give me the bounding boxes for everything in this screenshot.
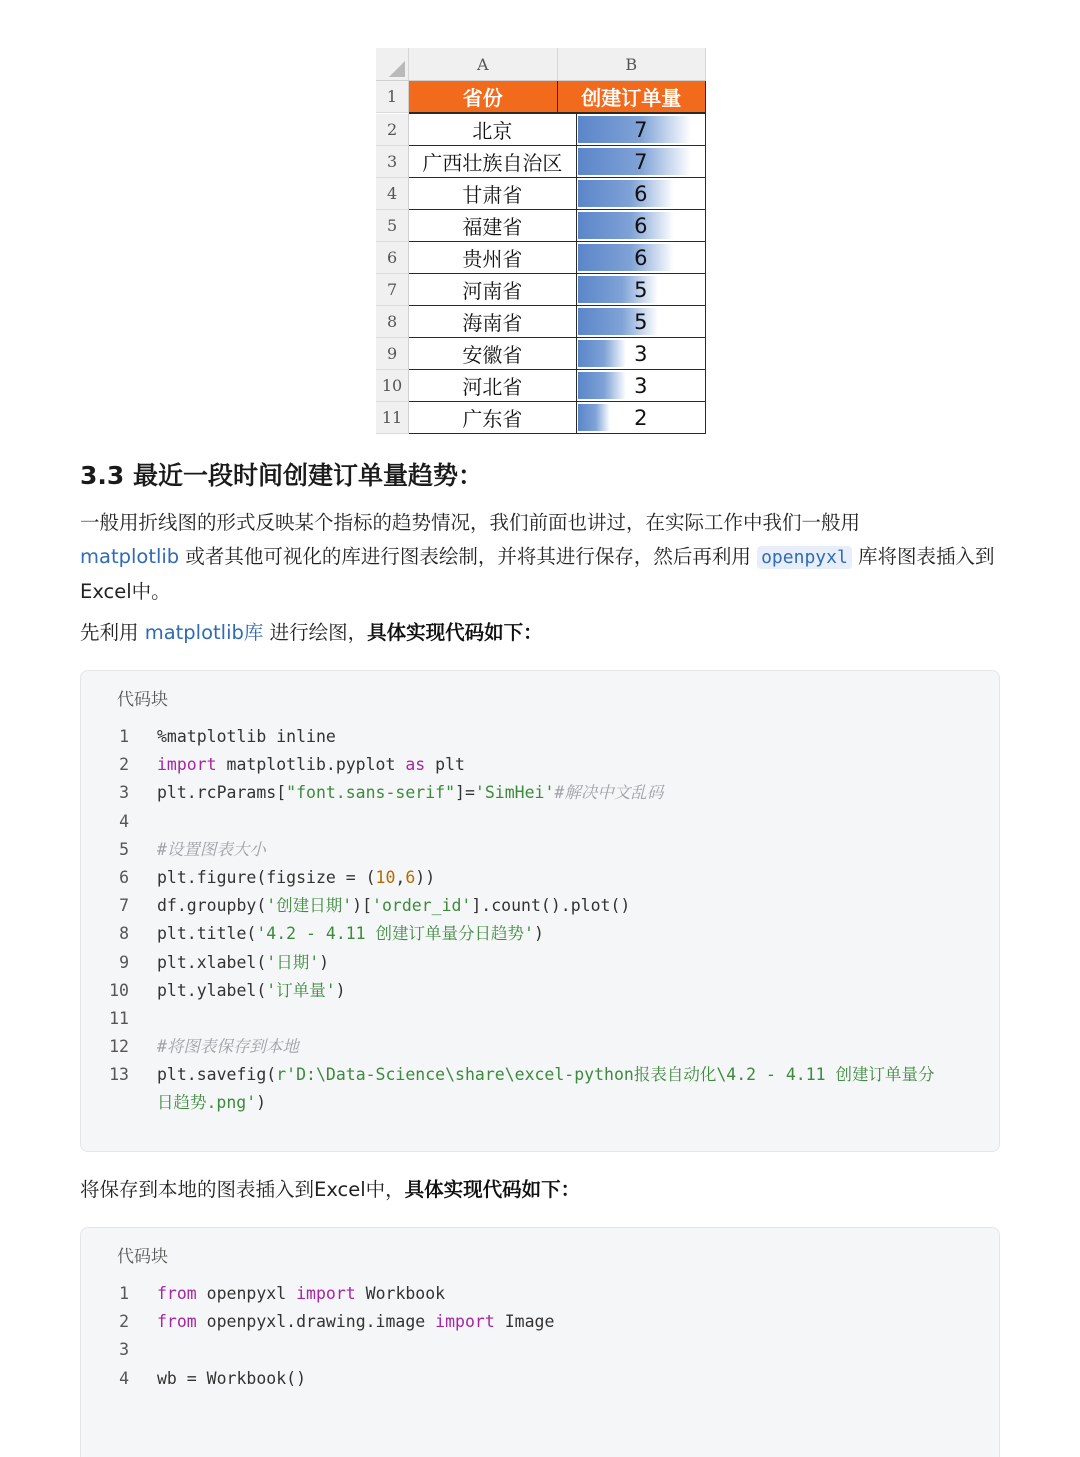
code-token: 10 bbox=[375, 867, 396, 887]
code-block-label: 代码块 bbox=[117, 1247, 168, 1267]
code-token: ) bbox=[256, 1093, 267, 1113]
table-row bbox=[376, 210, 706, 242]
orders-value: 2 bbox=[634, 405, 648, 430]
line-number: 12 bbox=[109, 1037, 129, 1057]
orders-cell bbox=[576, 178, 705, 210]
line-number: 1 bbox=[119, 727, 129, 746]
code-token: '订单量' bbox=[266, 980, 336, 1000]
row-number: 10 bbox=[376, 370, 409, 402]
code-line bbox=[81, 949, 979, 977]
intro-text-3: 库将图表插入到Excel中。 bbox=[80, 545, 995, 603]
orders-value: 5 bbox=[634, 309, 648, 334]
code-token: 'order_id' bbox=[372, 896, 472, 916]
code-token: 6 bbox=[405, 867, 416, 887]
code-text bbox=[157, 1365, 306, 1393]
code-text bbox=[157, 892, 630, 920]
code-token: '创建日期' bbox=[266, 896, 353, 916]
table-row bbox=[376, 274, 706, 306]
table-row bbox=[376, 338, 706, 370]
orders-value: 6 bbox=[634, 245, 648, 270]
code-line bbox=[81, 1061, 979, 1089]
code-block-1[interactable] bbox=[80, 670, 1000, 1152]
code-token: as bbox=[405, 755, 426, 775]
row-number: 11 bbox=[376, 402, 409, 434]
data-bar bbox=[578, 212, 675, 239]
code-token: ]= bbox=[455, 783, 475, 803]
code-token: , bbox=[395, 867, 406, 887]
line-number: 3 bbox=[119, 1340, 129, 1360]
code-text bbox=[157, 723, 336, 751]
line-number: 10 bbox=[109, 980, 129, 1000]
code-line bbox=[81, 1005, 979, 1033]
code-token: plt.xlabel( bbox=[157, 952, 267, 972]
code-text bbox=[157, 751, 465, 779]
code-text bbox=[157, 1033, 299, 1061]
header-province: 省份 bbox=[409, 81, 558, 113]
code-token: import bbox=[296, 1284, 356, 1303]
code-text bbox=[157, 1308, 554, 1336]
code-token: "font.sans-serif" bbox=[286, 783, 456, 803]
orders-cell bbox=[576, 402, 705, 434]
orders-value: 5 bbox=[634, 277, 648, 302]
code-token: ].count().plot() bbox=[471, 896, 631, 916]
code-token: from bbox=[157, 1284, 197, 1303]
section-title: 3.3 最近一段时间创建订单量趋势： bbox=[80, 461, 483, 490]
code-text bbox=[157, 864, 435, 892]
code-token: ) bbox=[335, 980, 346, 1000]
code-line bbox=[81, 920, 979, 948]
table-row bbox=[376, 370, 706, 402]
code-line bbox=[81, 723, 979, 751]
code-token: #将图表保存到本地 bbox=[157, 1037, 299, 1057]
code-line bbox=[81, 1089, 979, 1117]
column-header-row bbox=[376, 48, 706, 81]
line-number: 11 bbox=[109, 1008, 129, 1028]
insert-text: 将保存到本地的图表插入到Excel中， bbox=[80, 1178, 405, 1201]
line-number: 5 bbox=[119, 839, 129, 859]
code-token: openpyxl bbox=[196, 1284, 297, 1303]
code-token: 'SimHei' bbox=[474, 783, 555, 803]
code-token: import bbox=[157, 755, 217, 775]
header-orders: 创建订单量 bbox=[557, 81, 706, 113]
code-token: ) bbox=[319, 952, 330, 972]
line-number: 3 bbox=[119, 783, 129, 803]
data-bar bbox=[578, 340, 626, 367]
code-token: #解决中文乱码 bbox=[554, 783, 664, 803]
column-letter-b: B bbox=[557, 48, 706, 81]
code-token: df.groupby( bbox=[157, 896, 267, 916]
code-token: plt.rcParams[ bbox=[157, 783, 287, 803]
plot-paragraph bbox=[80, 616, 1000, 650]
province-cell: 海南省 bbox=[409, 306, 577, 338]
row-number: 1 bbox=[376, 81, 409, 113]
province-cell: 河南省 bbox=[409, 274, 577, 306]
orders-cell bbox=[576, 114, 705, 146]
code-line bbox=[81, 779, 979, 807]
code-token: plt.savefig( bbox=[157, 1065, 277, 1085]
intro-text-2: 或者其他可视化的库进行图表绘制，并将其进行保存，然后再利用 bbox=[179, 545, 758, 568]
province-cell: 甘肃省 bbox=[409, 178, 577, 210]
line-number: 1 bbox=[119, 1284, 129, 1303]
data-bar bbox=[578, 372, 626, 399]
intro-text-1: 一般用折线图的形式反映某个指标的趋势情况，我们前面也讲过，在实际工作中我们一般用 bbox=[80, 511, 861, 534]
insert-paragraph bbox=[80, 1173, 1000, 1207]
row-number: 7 bbox=[376, 274, 409, 306]
line-number: 6 bbox=[119, 867, 129, 887]
openpyxl-inline-code: openpyxl bbox=[757, 546, 852, 569]
orders-value: 3 bbox=[634, 373, 648, 398]
code-text bbox=[157, 836, 266, 864]
orders-value: 6 bbox=[634, 213, 648, 238]
province-cell: 安徽省 bbox=[409, 338, 577, 370]
code-line bbox=[81, 892, 979, 920]
code-text bbox=[157, 949, 329, 977]
orders-cell bbox=[576, 210, 705, 242]
table-row bbox=[376, 306, 706, 338]
province-cell: 广东省 bbox=[409, 402, 577, 434]
line-number: 4 bbox=[119, 811, 129, 831]
orders-value: 7 bbox=[634, 149, 648, 174]
row-number: 2 bbox=[376, 114, 409, 146]
code-block-label: 代码块 bbox=[117, 690, 168, 710]
data-bar bbox=[578, 404, 610, 431]
spreadsheet-image bbox=[376, 48, 706, 434]
matplotlib-lib-link[interactable]: matplotlib库 bbox=[144, 621, 264, 644]
orders-cell bbox=[576, 338, 705, 370]
code-line bbox=[81, 836, 979, 864]
province-cell: 北京 bbox=[409, 114, 577, 146]
matplotlib-link[interactable]: matplotlib bbox=[80, 545, 180, 568]
insert-text-bold: 具体实现代码如下： bbox=[404, 1178, 581, 1201]
line-number: 8 bbox=[119, 924, 129, 944]
code-text bbox=[157, 779, 663, 807]
orders-value: 6 bbox=[634, 181, 648, 206]
table-row bbox=[376, 146, 706, 178]
province-cell: 福建省 bbox=[409, 210, 577, 242]
code-text bbox=[157, 1061, 935, 1089]
code-token: %matplotlib inline bbox=[157, 727, 336, 746]
code-token: r'D:\Data-Science\share\excel-python报表自动化\4.2 - 4.11 创建订单量分 bbox=[276, 1065, 935, 1085]
code-token: from bbox=[157, 1312, 197, 1332]
code-token: )[ bbox=[352, 896, 373, 916]
code-token: )) bbox=[415, 867, 436, 887]
row-number: 4 bbox=[376, 178, 409, 210]
code-token: plt.figure(figsize = ( bbox=[157, 867, 376, 887]
line-number: 7 bbox=[119, 896, 129, 916]
intro-paragraph bbox=[80, 506, 1000, 609]
orders-cell bbox=[576, 370, 705, 402]
orders-cell bbox=[576, 146, 705, 178]
column-letter-a: A bbox=[409, 48, 558, 81]
code-line bbox=[81, 751, 979, 779]
province-cell: 河北省 bbox=[409, 370, 577, 402]
code-token: '日期' bbox=[266, 952, 320, 972]
code-line bbox=[81, 1033, 979, 1061]
code-token: ) bbox=[533, 924, 544, 944]
orders-value: 3 bbox=[634, 341, 648, 366]
code-block-2[interactable] bbox=[80, 1227, 1000, 1457]
plot-text-1: 先利用 bbox=[80, 621, 145, 644]
code-token: plt.title( bbox=[157, 924, 257, 944]
orders-cell bbox=[576, 242, 705, 274]
orders-cell bbox=[576, 306, 705, 338]
code-line bbox=[81, 864, 979, 892]
code-token: wb = Workbook() bbox=[157, 1368, 307, 1388]
line-number: 13 bbox=[109, 1065, 129, 1085]
code-line bbox=[81, 977, 979, 1005]
table-row bbox=[376, 242, 706, 274]
spreadsheet-table bbox=[376, 48, 706, 113]
code-token: plt.ylabel( bbox=[157, 980, 267, 1000]
code-token: '4.2 - 4.11 创建订单量分日趋势' bbox=[256, 924, 534, 944]
code-token: openpyxl.drawing.image bbox=[196, 1312, 436, 1332]
plot-text-bold: 具体实现代码如下： bbox=[367, 621, 543, 644]
table-row bbox=[376, 178, 706, 210]
code-lines bbox=[81, 1280, 979, 1393]
code-token: #设置图表大小 bbox=[157, 839, 266, 859]
code-token: matplotlib.pyplot bbox=[216, 755, 406, 775]
spreadsheet-body bbox=[376, 113, 706, 434]
code-text bbox=[157, 977, 346, 1005]
code-token: import bbox=[435, 1312, 495, 1332]
code-token: Image bbox=[494, 1312, 555, 1332]
table-row bbox=[376, 402, 706, 434]
table-row bbox=[376, 114, 706, 146]
code-line bbox=[81, 808, 979, 836]
line-number: 2 bbox=[119, 1312, 129, 1332]
row-number: 8 bbox=[376, 306, 409, 338]
select-all-corner bbox=[376, 48, 409, 81]
row-number: 5 bbox=[376, 210, 409, 242]
code-token: plt bbox=[425, 755, 465, 775]
code-text bbox=[157, 920, 544, 948]
orders-value: 7 bbox=[634, 117, 648, 142]
code-text bbox=[157, 1280, 445, 1308]
data-bar bbox=[578, 244, 675, 271]
row-number: 9 bbox=[376, 338, 409, 370]
code-text bbox=[157, 1089, 266, 1117]
code-line bbox=[81, 1308, 979, 1336]
table-header-row bbox=[376, 81, 706, 113]
line-number: 2 bbox=[119, 755, 129, 775]
code-line bbox=[81, 1365, 979, 1393]
line-number: 4 bbox=[119, 1368, 129, 1388]
province-cell: 广西壮族自治区 bbox=[409, 146, 577, 178]
code-line bbox=[81, 1280, 979, 1308]
line-number: 9 bbox=[119, 952, 129, 972]
plot-text-2: 进行绘图， bbox=[263, 621, 368, 644]
code-token: 日趋势.png' bbox=[157, 1093, 257, 1113]
code-token: Workbook bbox=[355, 1284, 446, 1303]
row-number: 3 bbox=[376, 146, 409, 178]
code-line bbox=[81, 1336, 979, 1364]
row-number: 6 bbox=[376, 242, 409, 274]
code-lines bbox=[81, 723, 979, 1118]
orders-cell bbox=[576, 274, 705, 306]
province-cell: 贵州省 bbox=[409, 242, 577, 274]
data-bar bbox=[578, 180, 675, 207]
